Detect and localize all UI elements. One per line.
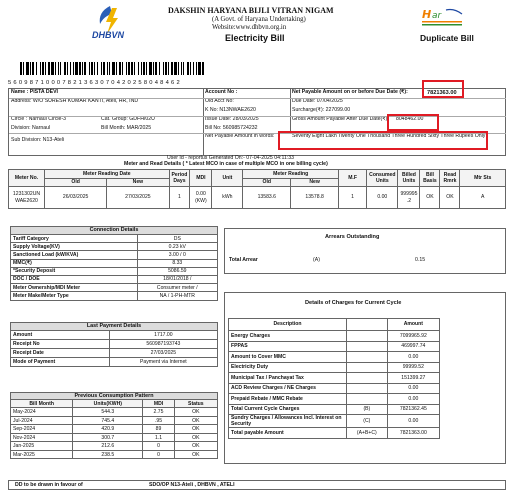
charge-row — [229, 362, 440, 373]
sub-old-reading: Old — [243, 179, 291, 187]
connection-label: Meter Ownership/MDI Meter — [11, 284, 138, 292]
cons-status: OK — [174, 408, 217, 417]
net-payable-label: Net Payable Amount on or before Due Date (₹): — [292, 89, 408, 95]
cons-col-mdi: MDI — [143, 400, 174, 408]
payment-value: 560987193743 — [109, 340, 217, 349]
net-payable-highlight — [422, 80, 464, 98]
cons-status: OK — [174, 450, 217, 459]
cons-mdi: 0 — [143, 450, 174, 459]
issue-date: Issue Date: 28/03/2025 — [205, 116, 259, 122]
dhbvn-logo-text: DHBVN — [92, 30, 125, 40]
k-no: K No: N13NWAE2620 — [205, 107, 256, 113]
gross-amount-value: 8048462.00 — [396, 116, 424, 122]
charge-code: (C) — [347, 415, 388, 428]
charge-row — [229, 428, 440, 439]
charge-amount: 7099965.92 — [387, 331, 439, 342]
old-read-date: 26/03/2025 — [45, 187, 107, 209]
mf-value: 1 — [339, 187, 367, 209]
charge-row — [229, 352, 440, 363]
charge-code: (A+B+C) — [347, 428, 388, 439]
cons-mdi: 1.1 — [143, 433, 174, 442]
sdo-label: SDO/OP N13-Ateli , DHBVN , ATELI — [149, 482, 235, 488]
cons-units: 300.7 — [73, 433, 143, 442]
billed-units: 999995 .2 — [398, 187, 420, 209]
charges-col-desc: Description — [229, 319, 347, 331]
barcode-number: 5 6 0 9 8 7 1 0 0 0 7 8 2 1 3 6 3 0 7 0 4 2 0 2 5 8 0 4 8 4 6 2 — [8, 80, 180, 86]
bill-title: Electricity Bill — [225, 33, 285, 43]
connection-row — [11, 267, 218, 275]
col-billed-units: Billed Units — [398, 170, 420, 187]
charge-row — [229, 341, 440, 352]
category-group: Cat. Group: GDFH/02U — [101, 116, 155, 122]
website: Website:www.dhbvn.org.in — [212, 24, 287, 31]
unit-value: kWh — [212, 187, 243, 209]
cons-status: OK — [174, 416, 217, 425]
dd-label: DD to be drawn in favour of — [15, 482, 83, 488]
charge-code — [347, 341, 388, 352]
connection-label: DOC / DOE — [11, 275, 138, 283]
cons-col-status: Status — [174, 400, 217, 408]
total-arrear-value: 0.15 — [415, 257, 426, 263]
charges-col-code — [347, 319, 388, 331]
amount-words-label: Net Payable Amount in words: — [205, 133, 275, 139]
generated-on: User Id - reportus Generated On:- 07-04-2025 04:11:33 — [167, 155, 295, 161]
meter-read-table — [8, 169, 506, 209]
charge-code: (B) — [347, 404, 388, 415]
charge-row — [229, 394, 440, 405]
cons-mdi: 0 — [143, 442, 174, 451]
payment-label: Amount — [11, 331, 110, 340]
consumption-title: Previous Consumption Pattern — [11, 393, 218, 400]
connection-row — [11, 243, 218, 251]
col-mdi: MDI — [190, 170, 212, 187]
charge-code — [347, 331, 388, 342]
meter-status: A — [460, 187, 506, 209]
charge-amount: 151399.27 — [387, 373, 439, 384]
consumed-units: 0.00 — [367, 187, 398, 209]
charge-desc: ACD Review Charges / NE Charges — [229, 383, 347, 394]
connection-label: Tariff Category — [11, 235, 138, 243]
charge-amount: 0.00 — [387, 383, 439, 394]
har-logo-icon — [418, 6, 466, 28]
cons-units: 544.3 — [73, 408, 143, 417]
connection-label: Meter Make/Meter Type — [11, 292, 138, 300]
consumption-row — [11, 408, 218, 417]
consumption-row — [11, 433, 218, 442]
cons-month: Jan-2025 — [11, 442, 73, 451]
col-reading-date: Meter Reading Date — [45, 170, 170, 179]
payment-row — [11, 349, 218, 358]
new-reading: 13578.8 — [291, 187, 339, 209]
amount-words-value: Seventy Eight Lakh Twenty One Thousand Three Hundred Sixty Three Rupees Only — [292, 133, 486, 139]
connection-value: DS — [137, 235, 217, 243]
payment-value: 27/03/2025 — [109, 349, 217, 358]
charge-desc: Prepaid Rebate / MMC Rebate — [229, 394, 347, 405]
cons-month: Sep-2024 — [11, 425, 73, 434]
charge-amount: 99999.52 — [387, 362, 439, 373]
new-read-date: 27/03/2025 — [107, 187, 169, 209]
connection-value: 0.23 kV — [137, 243, 217, 251]
cons-units: 212.6 — [73, 442, 143, 451]
charge-row — [229, 415, 440, 428]
cons-month: Nov-2024 — [11, 433, 73, 442]
period-days: 1 — [169, 187, 190, 209]
svg-text:H: H — [422, 8, 432, 21]
charges-col-amt: Amount — [387, 319, 439, 331]
payment-label: Receipt No — [11, 340, 110, 349]
sub-division: Sub Division: N13-Ateli — [11, 137, 65, 143]
charge-code — [347, 394, 388, 405]
meter-read-title: Meter and Read Details ( * Latest MCO in case of multiple MCO in one billing cycle) — [124, 161, 328, 167]
old-acct-no: Old Acct No: — [205, 98, 234, 104]
cons-status: OK — [174, 425, 217, 434]
connection-row — [11, 284, 218, 292]
cons-month: Jul-2024 — [11, 416, 73, 425]
footer-row — [8, 480, 506, 490]
bill-no: Bill No: 560985724232 — [205, 125, 258, 131]
charge-amount: 0.00 — [387, 415, 439, 428]
charge-code — [347, 383, 388, 394]
charge-desc: Energy Charges — [229, 331, 347, 342]
sub-new-date: New — [107, 179, 169, 187]
old-reading: 13583.6 — [243, 187, 291, 209]
cons-units: 420.9 — [73, 425, 143, 434]
charge-desc: FPPAS — [229, 341, 347, 352]
payment-value: Payment via Internet — [109, 358, 217, 367]
charge-desc: Total payable Amount — [229, 428, 347, 439]
connection-details-table — [10, 226, 218, 301]
cons-mdi: .95 — [143, 416, 174, 425]
col-mtr-sts: Mtr Sts — [460, 170, 506, 187]
consumption-row — [11, 450, 218, 459]
circle: Circle : Narnaul Circle-3 — [11, 116, 67, 122]
connection-row — [11, 235, 218, 243]
barcode — [20, 62, 274, 75]
charge-desc: Sundry Charges / Allowances Incl. Interest on Security — [229, 415, 347, 428]
dhbvn-logo — [88, 4, 134, 44]
cons-units: 745.4 — [73, 416, 143, 425]
amount-words-highlight — [278, 131, 488, 150]
consumption-row — [11, 442, 218, 451]
total-arrear-code: (A) — [313, 257, 320, 263]
connection-value: Consumer meter / — [137, 284, 217, 292]
charge-desc: Total Current Cycle Charges — [229, 404, 347, 415]
company-name: DAKSHIN HARYANA BIJLI VITRAN NIGAM — [168, 6, 334, 15]
arrears-box — [224, 228, 506, 274]
col-unit: Unit — [212, 170, 243, 187]
connection-value: NA / 1-PH-MTR — [137, 292, 217, 300]
last-payment-table — [10, 322, 218, 367]
cons-col-units: Units(KWH) — [73, 400, 143, 408]
charge-row — [229, 331, 440, 342]
read-remark: OK — [440, 187, 460, 209]
svg-text:ar: ar — [432, 11, 442, 21]
charge-desc: Municipal Tax / Panchayat Tax — [229, 373, 347, 384]
consumption-row — [11, 425, 218, 434]
arrears-title: Arrears Outstanding — [325, 234, 380, 240]
cons-month: Mar-2025 — [11, 450, 73, 459]
surcharge: Surcharge(₹): 227099.00 — [292, 107, 351, 113]
connection-row — [11, 292, 218, 300]
connection-label: MMC(₹) — [11, 259, 138, 267]
charge-code — [347, 362, 388, 373]
payment-row — [11, 358, 218, 367]
payment-value: 1717.00 — [109, 331, 217, 340]
charge-desc: Amount to Cover MMC — [229, 352, 347, 363]
charge-amount: 469997.74 — [387, 341, 439, 352]
consumption-row — [11, 416, 218, 425]
charge-amount: 0.00 — [387, 352, 439, 363]
meter-no: 1231302UN WAE2620 — [9, 187, 45, 209]
charge-amount: 7821363.00 — [387, 428, 439, 439]
charges-table — [228, 318, 440, 439]
charge-row — [229, 404, 440, 415]
consumption-table — [10, 392, 218, 459]
connection-value: 8.33 — [137, 259, 217, 267]
charge-row — [229, 373, 440, 384]
right-logo — [418, 6, 466, 28]
connection-label: Sanctioned Load (kW/KVA) — [11, 251, 138, 259]
col-read-rmrk: Read Rmrk — [440, 170, 460, 187]
last-payment-title: Last Payment Details — [11, 323, 218, 331]
col-period-days: Period Days — [169, 170, 190, 187]
connection-label: *Security Deposit — [11, 267, 138, 275]
sub-old-date: Old — [45, 179, 107, 187]
charges-title: Details of Charges for Current Cycle — [305, 300, 402, 306]
col-meter-no: Meter No. — [9, 170, 45, 187]
charge-amount: 7821362.45 — [387, 404, 439, 415]
cons-month: May-2024 — [11, 408, 73, 417]
connection-value: 18/01/2018 / — [137, 275, 217, 283]
bill-month: Bill Month: MAR/2025 — [101, 125, 152, 131]
consumer-address: Address: W/O SURESH KUMAR KANTI, Ateli, HR, IND — [11, 98, 139, 104]
gross-amount-label: Gross Amount Payable After Due Date(₹): — [292, 116, 389, 122]
col-bill-basis: Bill Basis — [420, 170, 440, 187]
connection-row — [11, 259, 218, 267]
consumer-name: Name : PISTA DEVI — [11, 89, 58, 95]
charge-code — [347, 352, 388, 363]
col-meter-reading: Meter Reading — [243, 170, 339, 179]
cons-mdi: 2.75 — [143, 408, 174, 417]
payment-label: Mode of Payment — [11, 358, 110, 367]
connection-value: 3.00 / 0 — [137, 251, 217, 259]
account-no-label: Account No : — [205, 89, 238, 95]
duplicate-bill-label: Duplicate Bill — [420, 33, 474, 43]
cons-status: OK — [174, 433, 217, 442]
payment-row — [11, 340, 218, 349]
connection-row — [11, 275, 218, 283]
connection-details-title: Connection Details — [11, 227, 218, 235]
payment-row — [11, 331, 218, 340]
govt-undertaking: (A Govt. of Haryana Undertaking) — [212, 16, 306, 23]
charge-desc: Electricity Duty — [229, 362, 347, 373]
gross-amount-highlight — [387, 114, 439, 131]
connection-row — [11, 251, 218, 259]
connection-value: 5086.59 — [137, 267, 217, 275]
due-date: Due Date: 07/04/2025 — [292, 98, 343, 104]
cons-units: 238.5 — [73, 450, 143, 459]
cons-mdi: 89 — [143, 425, 174, 434]
cons-col-month: Bill Month — [11, 400, 73, 408]
charge-amount: 0.00 — [387, 394, 439, 405]
col-mf: M.F — [339, 170, 367, 187]
charge-row — [229, 383, 440, 394]
payment-label: Receipt Date — [11, 349, 110, 358]
bill-basis: OK — [420, 187, 440, 209]
connection-label: Supply Voltage(KV) — [11, 243, 138, 251]
charge-code — [347, 373, 388, 384]
net-payable-value: 7821363.00 — [427, 90, 457, 96]
total-arrear-label: Total Arrear — [229, 257, 258, 263]
sub-new-reading: New — [291, 179, 339, 187]
col-consumed-units: Consumed Units — [367, 170, 398, 187]
cons-status: OK — [174, 442, 217, 451]
mdi-value: 0.00 (KW) — [190, 187, 212, 209]
division: Division: Narnaul — [11, 125, 51, 131]
